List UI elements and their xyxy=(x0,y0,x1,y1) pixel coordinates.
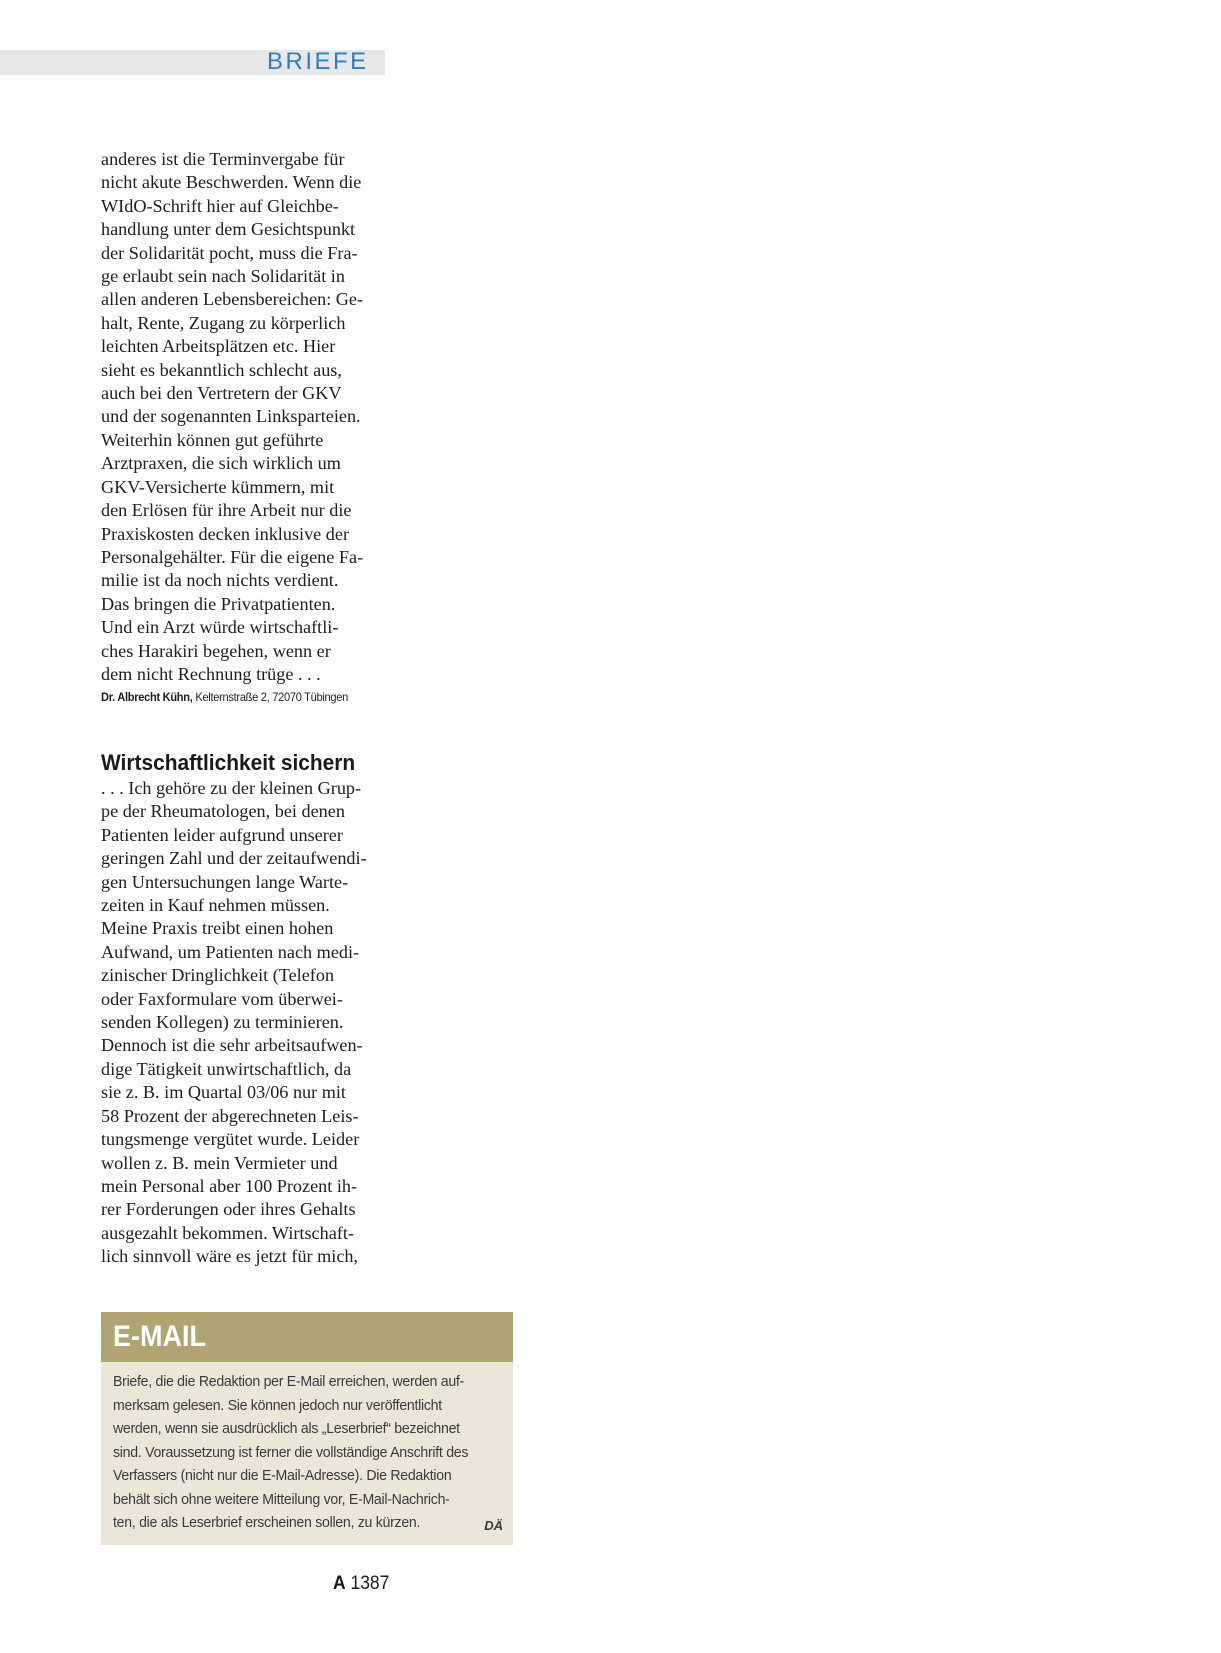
letter-2 xyxy=(101,749,386,1269)
section-title: BRIEFE xyxy=(267,48,369,75)
letter-1-signature xyxy=(101,689,363,705)
page-number-value: 1387 xyxy=(345,1573,390,1594)
email-box-title: E-MAIL xyxy=(113,1320,206,1353)
email-info-box xyxy=(101,1312,513,1545)
author-name: Dr. Albrecht Kühn, xyxy=(101,690,193,705)
letter-1-body: anderes ist die Terminvergabe für nicht akute Beschwerden. Wenn die WIdO-Schrift hier auf Gleichbe- handlung unter dem Gesichtspunkt der Solidarität pocht, muss die Fra- ge erlaubt sein nach Solidarität in allen anderen Lebensbereichen: Ge- halt, Rente, Zugang zu körperlich leichten Arbeitsplätzen etc. Hier sieht es bekanntlich schlecht aus, auch bei den Vertretern der GKV und der sogenannten Linksparteien. Weiterhin können gut geführte Arztpraxen, die sich wirklich um GKV-Versicherte kümmern, mit den Erlösen für ihre Arbeit nur die Praxiskosten decken inklusive der Personalgehälter. Für die eigene Fa- milie ist da noch nichts verdient. Das bringen die Privatpatienten. Und ein Arzt würde wirtschaftli- ches Harakiri begehen, wenn er dem nicht Rechnung trüge . . . xyxy=(101,149,364,684)
letter-2-title: Wirtschaftlichkeit sichern xyxy=(101,750,356,775)
page-prefix: A xyxy=(333,1573,346,1594)
email-box-text: Briefe, die die Redaktion per E-Mail erreichen, werden auf- merksam gelesen. Sie können jedoch nur veröffentlicht werden, wenn sie ausdrücklich als „Leserbrief“ bezeichnet sind. Voraussetzung ist ferner die vollständige Anschrift des Verfassers (nicht nur die E-Mail-Adresse). Die Redaktion behält sich ohne weitere Mitteilung vor, E-Mail-Nachrich- ten, die als Leserbrief erscheinen sollen, zu kürzen. xyxy=(113,1373,469,1531)
page-number xyxy=(333,1573,389,1595)
email-box-header xyxy=(101,1312,513,1362)
letter-1 xyxy=(101,148,386,705)
letter-2-body: . . . Ich gehöre zu der kleinen Grup- pe der Rheumatologen, bei denen Patienten leider aufgrund unserer geringen Zahl und der zeitaufwendi- gen Untersuchungen lange Warte- zeiten in Kauf nehmen müssen. Meine Praxis treibt einen hohen Aufwand, um Patienten nach medi- zinischer Dringlichkeit (Telefon oder Faxformulare vom überwei- senden Kollegen) zu terminieren. Dennoch ist die sehr arbeitsaufwen- dige Tätigkeit unwirtschaftlich, da sie z. B. im Quartal 03/06 nur mit 58 Prozent der abgerechneten Leis- tungsmenge vergütet wurde. Leider wollen z. B. mein Vermieter und mein Personal aber 100 Prozent ih- rer Forderungen oder ihres Gehalts ausgezahlt bekommen. Wirtschaft- lich sinnvoll wäre es jetzt für mich, xyxy=(101,778,367,1267)
email-box-signature: DÄ xyxy=(484,1518,503,1533)
author-address: Kelternstraße 2, 72070 Tübingen xyxy=(192,690,348,705)
